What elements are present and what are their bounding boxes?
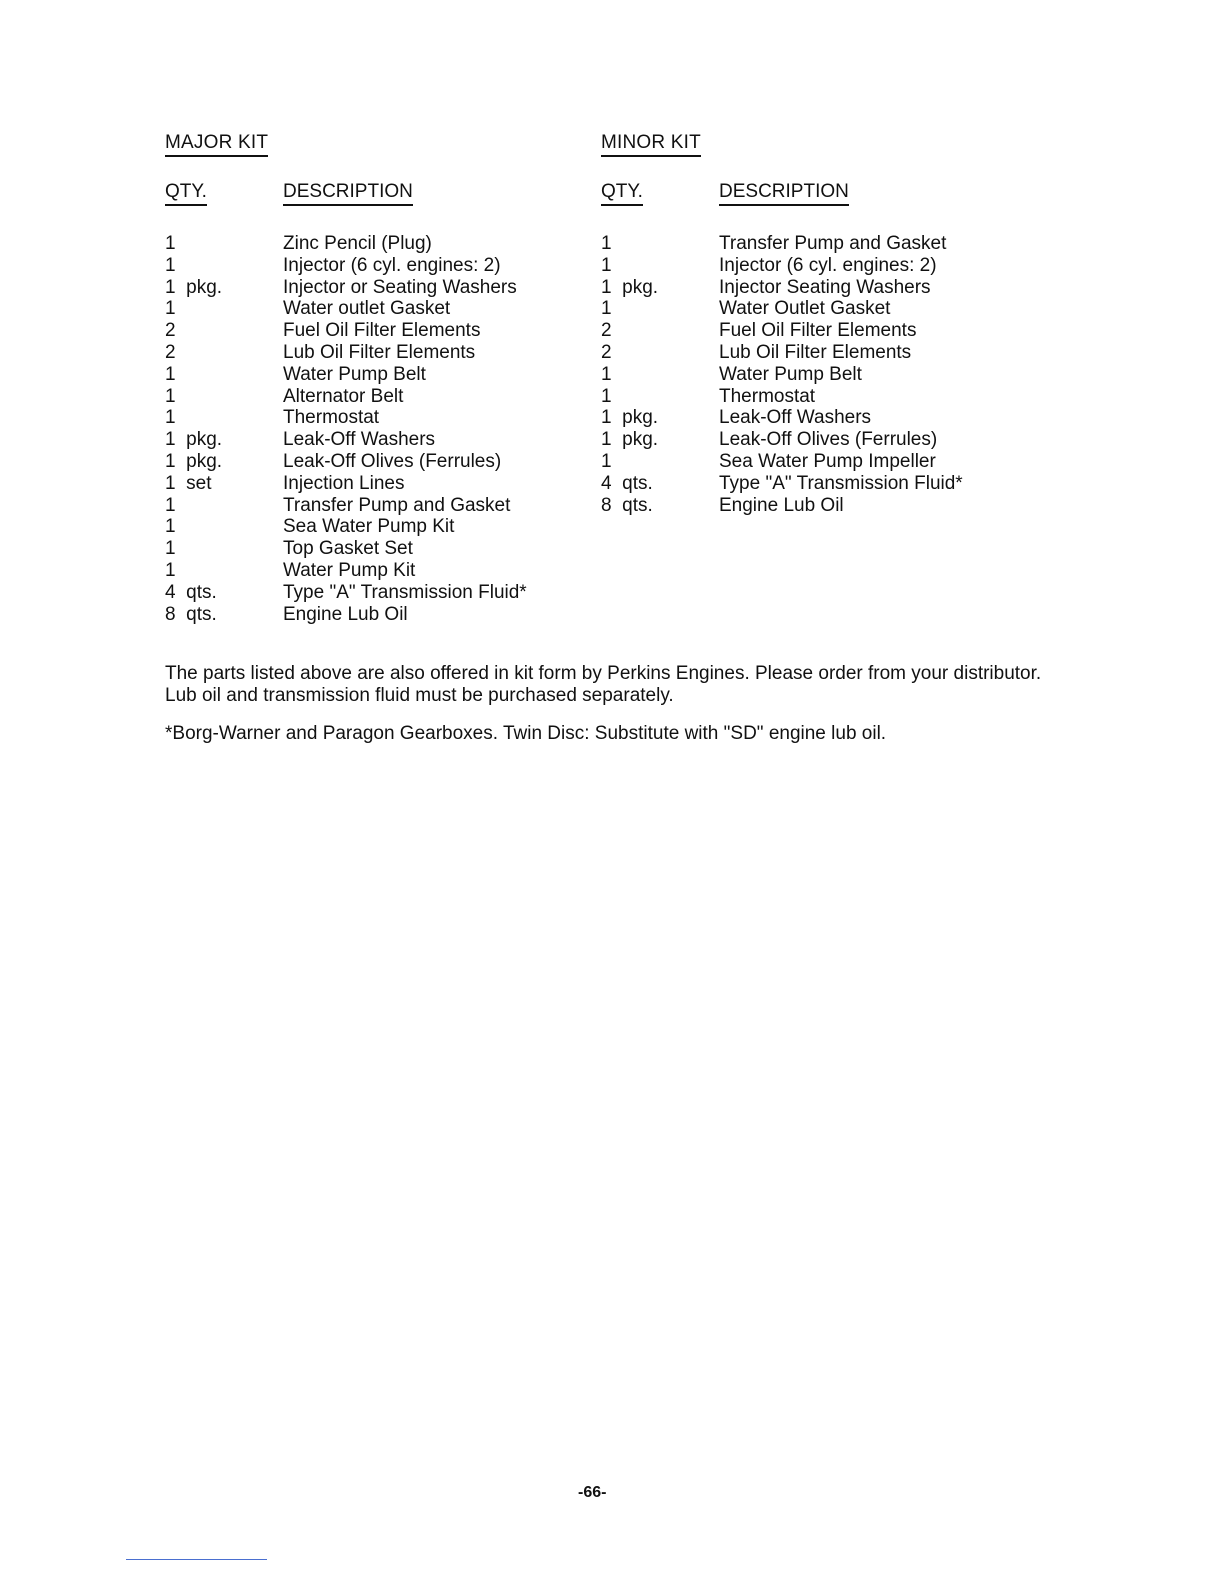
minor-kit-item <box>601 320 1021 342</box>
item-qty: 1 <box>165 516 176 538</box>
major-kit-item <box>165 342 585 364</box>
item-description: Engine Lub Oil <box>719 494 844 516</box>
item-qty: 1 pkg. <box>601 407 659 429</box>
minor-kit-item <box>601 386 1021 408</box>
item-description: Water Pump Belt <box>283 363 426 385</box>
major-kit-item <box>165 538 585 560</box>
major-kit-item-list <box>165 233 585 625</box>
major-kit-item <box>165 320 585 342</box>
minor-kit-item <box>601 451 1021 473</box>
item-qty: 2 <box>601 320 612 342</box>
item-qty: 1 <box>165 559 176 581</box>
item-qty: 1 <box>165 298 176 320</box>
item-qty: 1 pkg. <box>165 450 223 472</box>
item-qty: 1 <box>165 494 176 516</box>
item-qty: 1 pkg. <box>601 429 659 451</box>
item-qty: 2 <box>601 341 612 363</box>
footer-rule <box>126 1559 267 1560</box>
item-description: Top Gasket Set <box>283 538 413 560</box>
item-description: Water Outlet Gasket <box>719 298 891 320</box>
item-description: Injector or Seating Washers <box>283 276 517 298</box>
item-qty: 8 qts. <box>165 603 217 625</box>
minor-kit-item <box>601 233 1021 255</box>
item-qty: 1 <box>601 385 612 407</box>
item-description: Leak-Off Olives (Ferrules) <box>283 450 502 472</box>
minor-kit-item <box>601 429 1021 451</box>
minor-kit-section <box>601 132 1021 516</box>
major-kit-item <box>165 451 585 473</box>
item-qty: 1 pkg. <box>165 276 223 298</box>
item-qty: 1 <box>601 363 612 385</box>
page-number: -66- <box>578 1484 607 1501</box>
item-description: Transfer Pump and Gasket <box>719 233 947 254</box>
minor-kit-qty-header: QTY. <box>601 181 643 206</box>
item-qty: 8 qts. <box>601 494 653 516</box>
item-qty: 1 <box>601 450 612 472</box>
minor-kit-item <box>601 407 1021 429</box>
item-description: Water Pump Kit <box>283 559 416 581</box>
major-kit-item <box>165 298 585 320</box>
major-kit-item <box>165 429 585 451</box>
major-kit-item <box>165 233 585 255</box>
item-description: Leak-Off Washers <box>719 407 872 429</box>
item-qty: 1 <box>165 407 176 429</box>
item-qty: 4 qts. <box>165 581 217 603</box>
item-description: Leak-Off Olives (Ferrules) <box>719 429 938 451</box>
major-kit-item <box>165 495 585 517</box>
major-kit-item <box>165 386 585 408</box>
minor-kit-description-header: DESCRIPTION <box>719 181 849 206</box>
item-description: Water outlet Gasket <box>283 298 451 320</box>
item-description: Leak-Off Washers <box>283 429 436 451</box>
major-kit-item <box>165 473 585 495</box>
item-description: Alternator Belt <box>283 385 404 407</box>
major-kit-item <box>165 407 585 429</box>
item-description: Injector Seating Washers <box>719 276 931 298</box>
item-qty: 1 <box>165 385 176 407</box>
item-description: Transfer Pump and Gasket <box>283 494 511 516</box>
minor-kit-item <box>601 277 1021 299</box>
item-description: Fuel Oil Filter Elements <box>719 320 917 342</box>
minor-kit-title: MINOR KIT <box>601 132 701 157</box>
item-description: Type "A" Transmission Fluid* <box>283 581 527 603</box>
major-kit-item <box>165 255 585 277</box>
major-kit-item <box>165 516 585 538</box>
item-description: Zinc Pencil (Plug) <box>283 233 432 254</box>
item-qty: 1 <box>165 538 176 560</box>
item-description: Lub Oil Filter Elements <box>283 341 476 363</box>
item-qty: 1 <box>601 233 612 254</box>
item-qty: 1 <box>165 254 176 276</box>
item-qty: 2 <box>165 341 176 363</box>
item-qty: 4 qts. <box>601 472 653 494</box>
item-qty: 1 <box>601 298 612 320</box>
item-qty: 1 pkg. <box>165 429 223 451</box>
item-description: Type "A" Transmission Fluid* <box>719 472 963 494</box>
major-kit-column-headers <box>165 181 585 207</box>
item-qty: 1 <box>165 233 176 254</box>
item-description: Water Pump Belt <box>719 363 862 385</box>
item-description: Sea Water Pump Impeller <box>719 450 936 472</box>
minor-kit-column-headers <box>601 181 1021 207</box>
item-description: Injector (6 cyl. engines: 2) <box>283 254 501 276</box>
major-kit-item <box>165 582 585 604</box>
minor-kit-item <box>601 495 1021 517</box>
item-description: Injection Lines <box>283 472 405 494</box>
major-kit-item <box>165 560 585 582</box>
minor-kit-item <box>601 342 1021 364</box>
item-qty: 2 <box>165 320 176 342</box>
major-kit-title: MAJOR KIT <box>165 132 268 157</box>
major-kit-qty-header: QTY. <box>165 181 207 206</box>
item-description: Thermostat <box>283 407 380 429</box>
major-kit-description-header: DESCRIPTION <box>283 181 413 206</box>
item-description: Sea Water Pump Kit <box>283 516 455 538</box>
kit-availability-note: The parts listed above are also offered in kit form by Perkins Engines. Please order from your distributor. Lub oil and transmission fluid must be purchased separately. <box>165 663 1042 706</box>
gearbox-footnote: *Borg-Warner and Paragon Gearboxes. Twin Disc: Substitute with "SD" engine lub oil. <box>165 723 887 744</box>
minor-kit-item <box>601 298 1021 320</box>
major-kit-item <box>165 604 585 626</box>
major-kit-item <box>165 364 585 386</box>
minor-kit-item <box>601 364 1021 386</box>
item-qty: 1 set <box>165 472 212 494</box>
item-description: Engine Lub Oil <box>283 603 408 625</box>
item-description: Fuel Oil Filter Elements <box>283 320 481 342</box>
item-qty: 1 pkg. <box>601 276 659 298</box>
item-qty: 1 <box>601 254 612 276</box>
item-description: Injector (6 cyl. engines: 2) <box>719 254 937 276</box>
item-description: Thermostat <box>719 385 816 407</box>
minor-kit-item-list <box>601 233 1021 516</box>
item-description: Lub Oil Filter Elements <box>719 341 912 363</box>
major-kit-item <box>165 277 585 299</box>
item-qty: 1 <box>165 363 176 385</box>
major-kit-section <box>165 132 585 625</box>
minor-kit-item <box>601 255 1021 277</box>
minor-kit-item <box>601 473 1021 495</box>
